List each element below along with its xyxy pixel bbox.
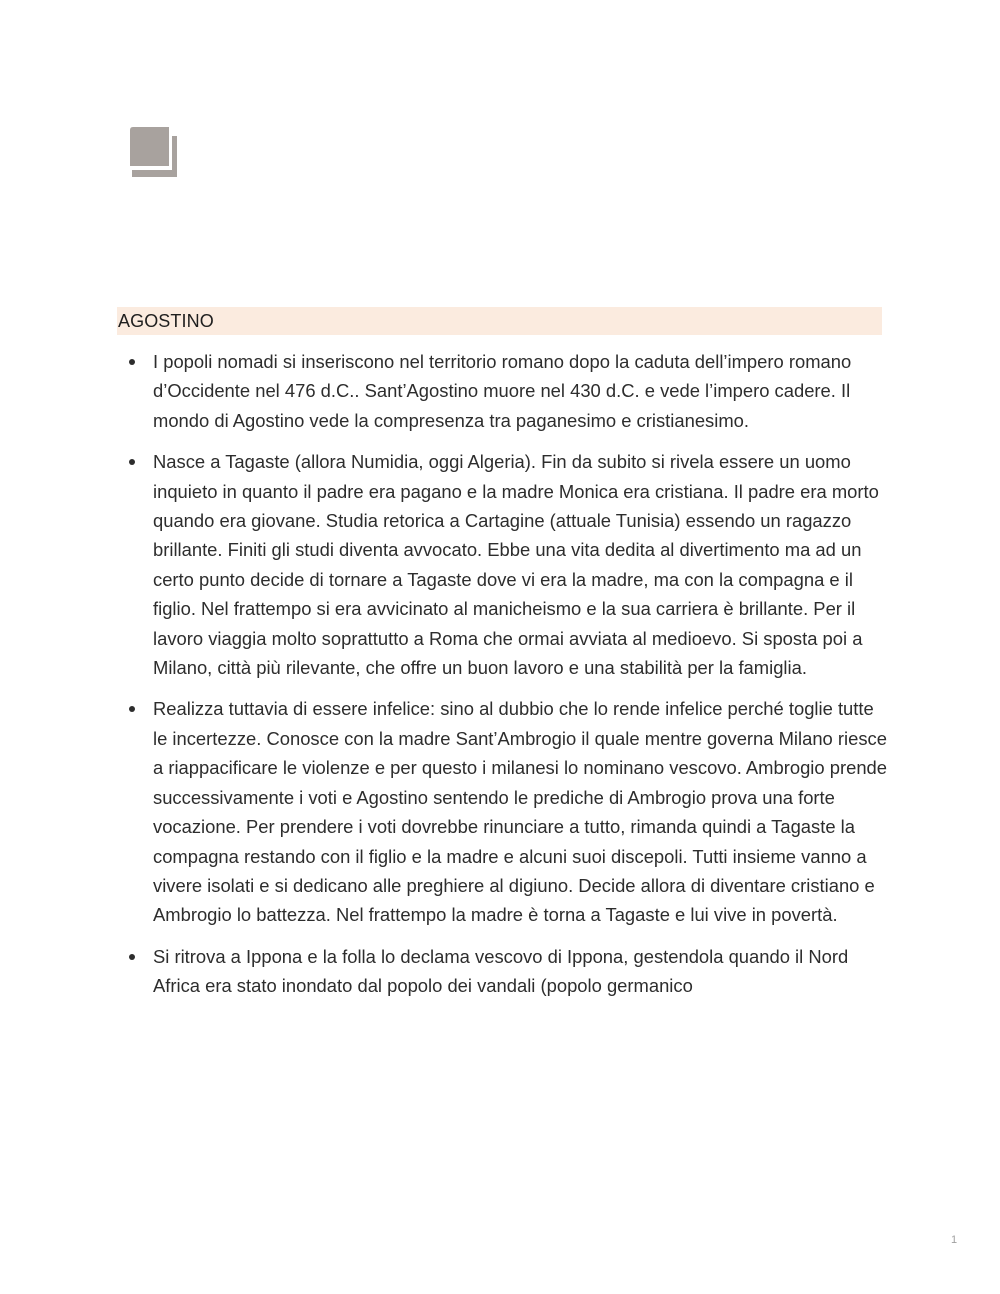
list-item	[117, 347, 887, 435]
list-item	[117, 942, 887, 1001]
paragraph-text: Realizza tuttavia di essere infelice: sino al dubbio che lo rende infelice perché toglie tutte le incertezze. Conosce con la madre Sant’Ambrogio il quale mentre governa Milano riesce a riappacificare le violenze e per questo i milanesi lo nominano vescovo. Ambrogio prende successivamente i voti e Agostino sentendo le prediche di Ambrogio prova una forte vocazione. Per prendere i voti dovrebbe rinunciare a tutto, rimanda quindi a Tagaste la compagna restando con il figlio e la madre e alcuni suoi discepoli. Tutti insieme vanno a vivere isolati e si dedicano alle preghiere al digiuno. Decide allora di diventare cristiano e Ambrogio lo battezza. Nel frattempo la madre è torna a Tagaste e lui vive in povertà.	[153, 698, 887, 926]
bullet-marker	[129, 359, 135, 365]
bullet-marker	[129, 459, 135, 465]
document-page-icon	[128, 126, 180, 180]
page-number: 1	[950, 1234, 958, 1246]
bullet-marker	[129, 954, 135, 960]
bullet-marker	[129, 706, 135, 712]
paragraph-text: I popoli nomadi si inseriscono nel territorio romano dopo la caduta dell’impero romano d’Occidente nel 476 d.C.. Sant’Agostino muore nel 430 d.C. e vede l’impero cadere. Il mondo di Agostino vede la compresenza tra paganesimo e cristianesimo.	[153, 351, 852, 431]
page-heading: AGOSTINO	[118, 311, 214, 331]
bullet-list	[117, 347, 887, 1013]
paragraph-text: Nasce a Tagaste (allora Numidia, oggi Algeria). Fin da subito si rivela essere un uomo inquieto in quanto il padre era pagano e la madre Monica era cristiana. Il padre era morto quando era giovane. Studia retorica a Cartagine (attuale Tunisia) essendo un ragazzo brillante. Finiti gli studi diventa avvocato. Ebbe una vita dedita al divertimento ma ad un certo punto decide di tornare a Tagaste dove vi era la madre, ma con la compagna e il figlio. Nel frattempo si era avvicinato al manicheismo e la sua carriera è brillante. Per il lavoro viaggia molto soprattutto a Roma che ormai avviata al medioevo. Si sposta poi a Milano, città più rilevante, che offre un buon lavoro e una stabilità per la famiglia.	[153, 451, 879, 679]
paragraph-text: Si ritrova a Ippona e la folla lo declama vescovo di Ippona, gestendola quando il Nord Africa era stato inondato dal popolo dei vandali (popolo germanico	[153, 945, 849, 997]
list-item	[117, 694, 887, 929]
list-item	[117, 447, 887, 682]
heading-highlight	[117, 307, 882, 335]
